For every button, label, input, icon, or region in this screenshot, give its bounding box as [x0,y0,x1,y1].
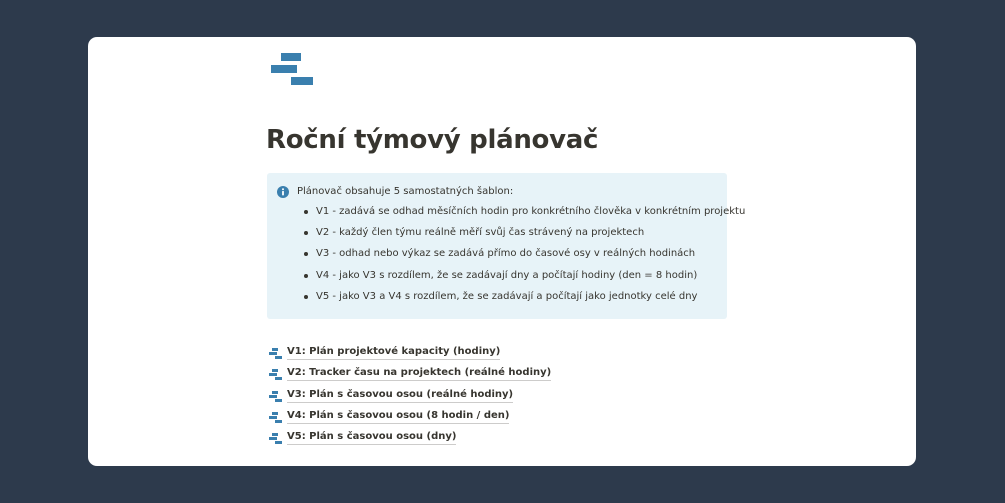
page-link-label[interactable]: V1: Plán projektové kapacity (hodiny) [287,345,500,360]
bricks-icon [269,412,283,423]
page-link-v3[interactable] [269,388,551,409]
bricks-icon [269,369,283,380]
list-item: V4 - jako V3 s rozdílem, že se zadávají dny a počítají hodiny (den = 8 hodin) [297,269,745,290]
info-icon [277,186,289,198]
page-link-v5[interactable] [269,430,551,451]
bricks-icon [269,433,283,444]
page-link-v2[interactable] [269,366,551,387]
info-callout [267,173,746,319]
list-item: V5 - jako V3 a V4 s rozdílem, že se zadávají a počítají jako jednotky celé dny [297,290,745,311]
bricks-icon[interactable] [271,53,315,91]
callout-intro: Plánovač obsahuje 5 samostatných šablon: [297,186,514,197]
page-card [88,37,916,466]
page-link-v4[interactable] [269,409,551,430]
page-link-label[interactable]: V4: Plán s časovou osou (8 hodin / den) [287,409,509,424]
callout-list [297,205,745,311]
page-link-label[interactable]: V2: Tracker času na projektech (reálné hodiny) [287,366,551,381]
page-link-label[interactable]: V5: Plán s časovou osou (dny) [287,430,456,445]
list-item: V2 - každý člen týmu reálně měří svůj čas strávený na projektech [297,226,745,247]
page-link-v1[interactable] [269,345,551,366]
bricks-icon [269,348,283,359]
page-link-label[interactable]: V3: Plán s časovou osou (reálné hodiny) [287,388,513,403]
page-title: Roční týmový plánovač [266,125,599,155]
page-links [269,345,551,451]
bricks-icon [269,391,283,402]
list-item: V1 - zadává se odhad měsíčních hodin pro konkrétního člověka v konkrétním projektu [297,205,745,226]
list-item: V3 - odhad nebo výkaz se zadává přímo do časové osy v reálných hodinách [297,247,745,268]
